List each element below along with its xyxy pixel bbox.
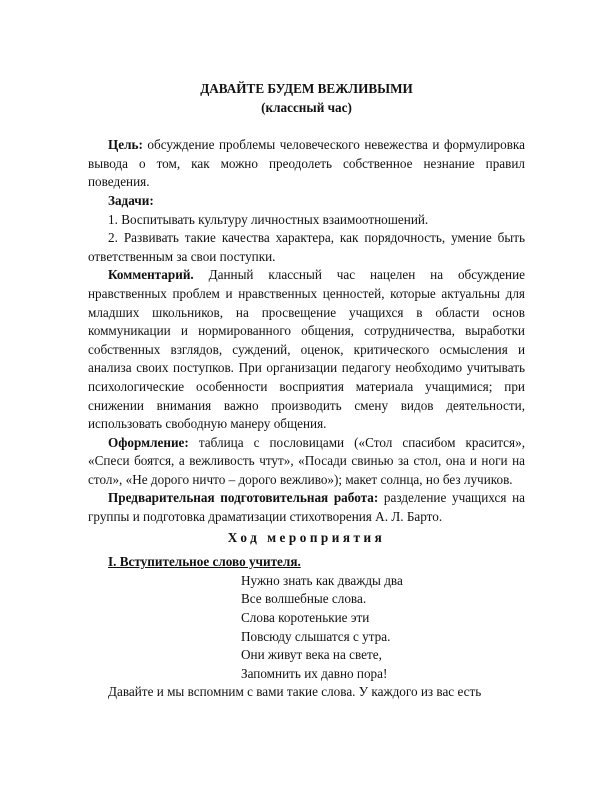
poem-line: Слова коротенькие эти	[241, 610, 370, 626]
comment-text: Данный классный час нацелен на обсуждение нравственных проблем и нравственных ценностей, которые актуальны для младших школьников, на просвещение учащихся в области основ коммуникации и нормированного общения, сотрудничества, выработки собственных взглядов, суждений, оценок, критического осмысления и анализа своих поступков. При организации педагогу необходимо учитывать психологические особенности восприятия материала учащимися; при снижении внимания важно производить смену видов деятельности, использовать свободную манеру общения.	[88, 267, 525, 432]
poem-line: Нужно знать как дважды два	[241, 572, 403, 588]
poem-line: Они живут века на свете,	[241, 647, 382, 663]
goal-label: Цель:	[108, 137, 143, 153]
prep-paragraph	[88, 489, 525, 526]
course-heading: Ход мероприятия	[227, 529, 386, 545]
document-title: ДАВАЙТЕ БУДЕМ ВЕЖЛИВЫМИ	[200, 81, 413, 96]
closing-paragraph: Давайте и мы вспомним с вами такие слова. У каждого из вас есть	[108, 684, 482, 700]
poem-line: Все волшебные слова.	[241, 591, 367, 607]
poem-line: Повсюду слышатся с утра.	[241, 628, 391, 644]
goal-paragraph	[88, 136, 525, 192]
goal-text: обсуждение проблемы человеческого невежества и формулировка вывода о том, как можно преодолеть собственное незнание правил поведения.	[88, 137, 525, 190]
document-page	[88, 80, 525, 702]
comment-label: Комментарий.	[108, 267, 194, 283]
poem	[241, 572, 525, 684]
prep-text: разделение учащихся на группы и подготовка драматизации стихотворения А. Л. Барто.	[88, 490, 525, 525]
tasks-label: Задачи:	[108, 192, 154, 208]
section-title	[88, 553, 525, 572]
design-label: Оформление:	[108, 434, 189, 450]
document-subtitle: (классный час)	[261, 99, 352, 115]
section-title-text: I. Вступительное слово учителя.	[108, 554, 301, 570]
comment-paragraph	[88, 266, 525, 433]
tasks-label-line	[88, 192, 525, 211]
poem-line: Запомнить их давно пора!	[241, 665, 388, 681]
task-item: 2. Развивать такие качества характера, как порядочность, умение быть ответственным за свои поступки.	[88, 230, 525, 264]
design-text: таблица с пословицами («Стол спасибом красится», «Спеси боятся, а вежливость чтут», «Посади свинью за стол, она и ноги на стол», «Не дорого ничто – дорого вежливо»); макет солнца, но без лучиков.	[88, 434, 525, 487]
task-item: 1. Воспитывать культуру личностных взаимоотношений.	[108, 211, 429, 227]
prep-label: Предварительная подготовительная работа:	[108, 490, 379, 506]
design-paragraph	[88, 434, 525, 490]
